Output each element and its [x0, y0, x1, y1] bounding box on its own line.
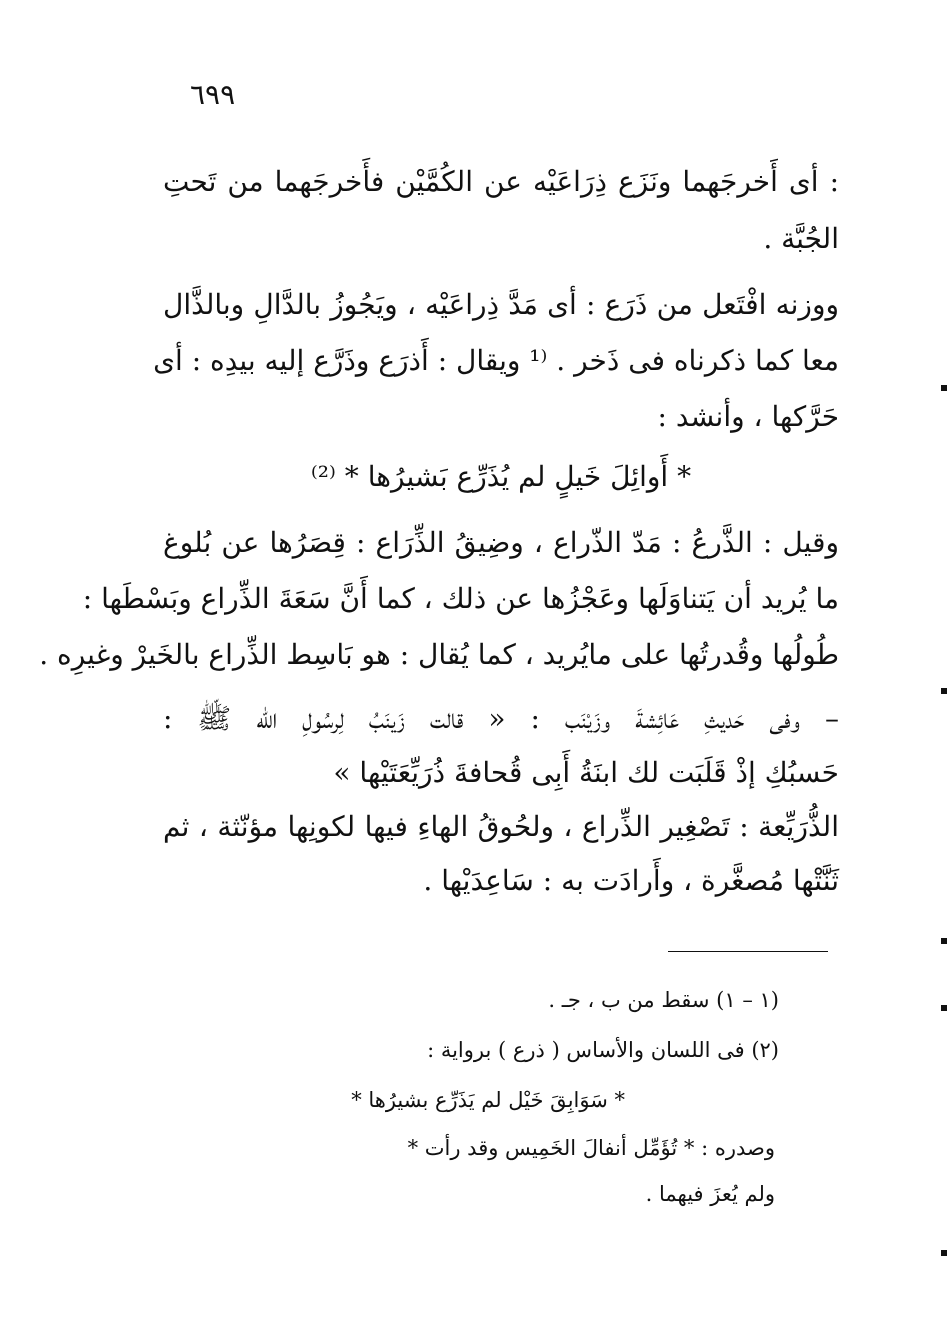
- body-line: – وفى حَديثِ عَائِشةَ وزَيْنَب : « قالت زَينَبُ لِرسُولِ الله ﷺ :: [163, 702, 839, 735]
- body-line: ما يُريد أن يَتناوَلَها وعَجْزُها عن ذلك ، كما أَنَّ سَعَةَ الذِّراع وبَسْطَها :: [82, 582, 839, 615]
- footnote-rule: [668, 951, 828, 952]
- body-line: الجُبَّة .: [763, 222, 839, 255]
- body-line: الذُّرَيِّعة : تَصْغِير الذِّراع ، ولحُوقُ الهاءِ فيها لكونِها مؤنّثة ، ثم: [163, 810, 839, 843]
- body-line: ووزنه افْتَعل من ذَرَع : أى مَدَّ ذِراعَيْه ، ويَجُوزُ بالدَّالِ وبالذَّال: [163, 288, 839, 321]
- body-line: معا كما ذكرناه فى ذَخر . ⁽¹ ويقال : أَذرَع وذَرَّع إليه بيدِه : أى: [153, 344, 839, 377]
- scan-edge-mark: [941, 1250, 947, 1256]
- body-line: وقيل : الذَّرعُ : مَدّ الذّراع ، وضِيقُ الذِّرَاع : قِصَرُها عن بُلوغ: [163, 526, 839, 559]
- body-line: حَرَّكها ، وأنشد :: [657, 400, 839, 433]
- scan-edge-mark: [941, 1005, 947, 1011]
- body-line: طُولُها وقُدرتُها على مايُريد ، كما يُقال : هو بَاسِط الذِّراع بالخَيرْ وغيرِه .: [39, 638, 839, 671]
- footnote-2-verse-1: * سَوَابِقَ خَيْل لم يَذَرِّع بشيرُها *: [351, 1088, 625, 1112]
- footnote-2-end: ولم يُعزَ فيهما .: [645, 1182, 775, 1206]
- footnote-2-verse-2: وصدره : * تُؤَمِّل أنفالَ الخَمِيس وقد رأت *: [407, 1136, 775, 1160]
- body-line: : أى أَخرجَهما ونَزَع ذِرَاعَيْه عن الكُمَّيْن فأَخرجَهما من تَحتِ: [163, 165, 839, 198]
- body-line: حَسبُكِ إذْ قَلَبَت لك ابنَةُ أَبِى قُحافةَ ذُرَيِّعَتَيْها »: [333, 756, 839, 789]
- page-number: ٦٩٩: [190, 78, 236, 111]
- body-line: ثَنَّتْها مُصغَّرة ، وأَرادَت به : سَاعِدَيْها .: [423, 864, 839, 897]
- scan-edge-mark: [941, 938, 947, 944]
- scan-edge-mark: [941, 688, 947, 694]
- footnote-2: (٢) فى اللسان والأساس ( ذرع ) برواية :: [427, 1038, 779, 1062]
- verse-line: * أَوائِلَ خَيلٍ لم يُذَرِّع بَشيرُها * ⁽²⁾: [310, 460, 692, 493]
- scan-edge-mark: [941, 385, 947, 391]
- footnote-1: (١ – ١) سقط من ب ، جـ .: [548, 988, 779, 1012]
